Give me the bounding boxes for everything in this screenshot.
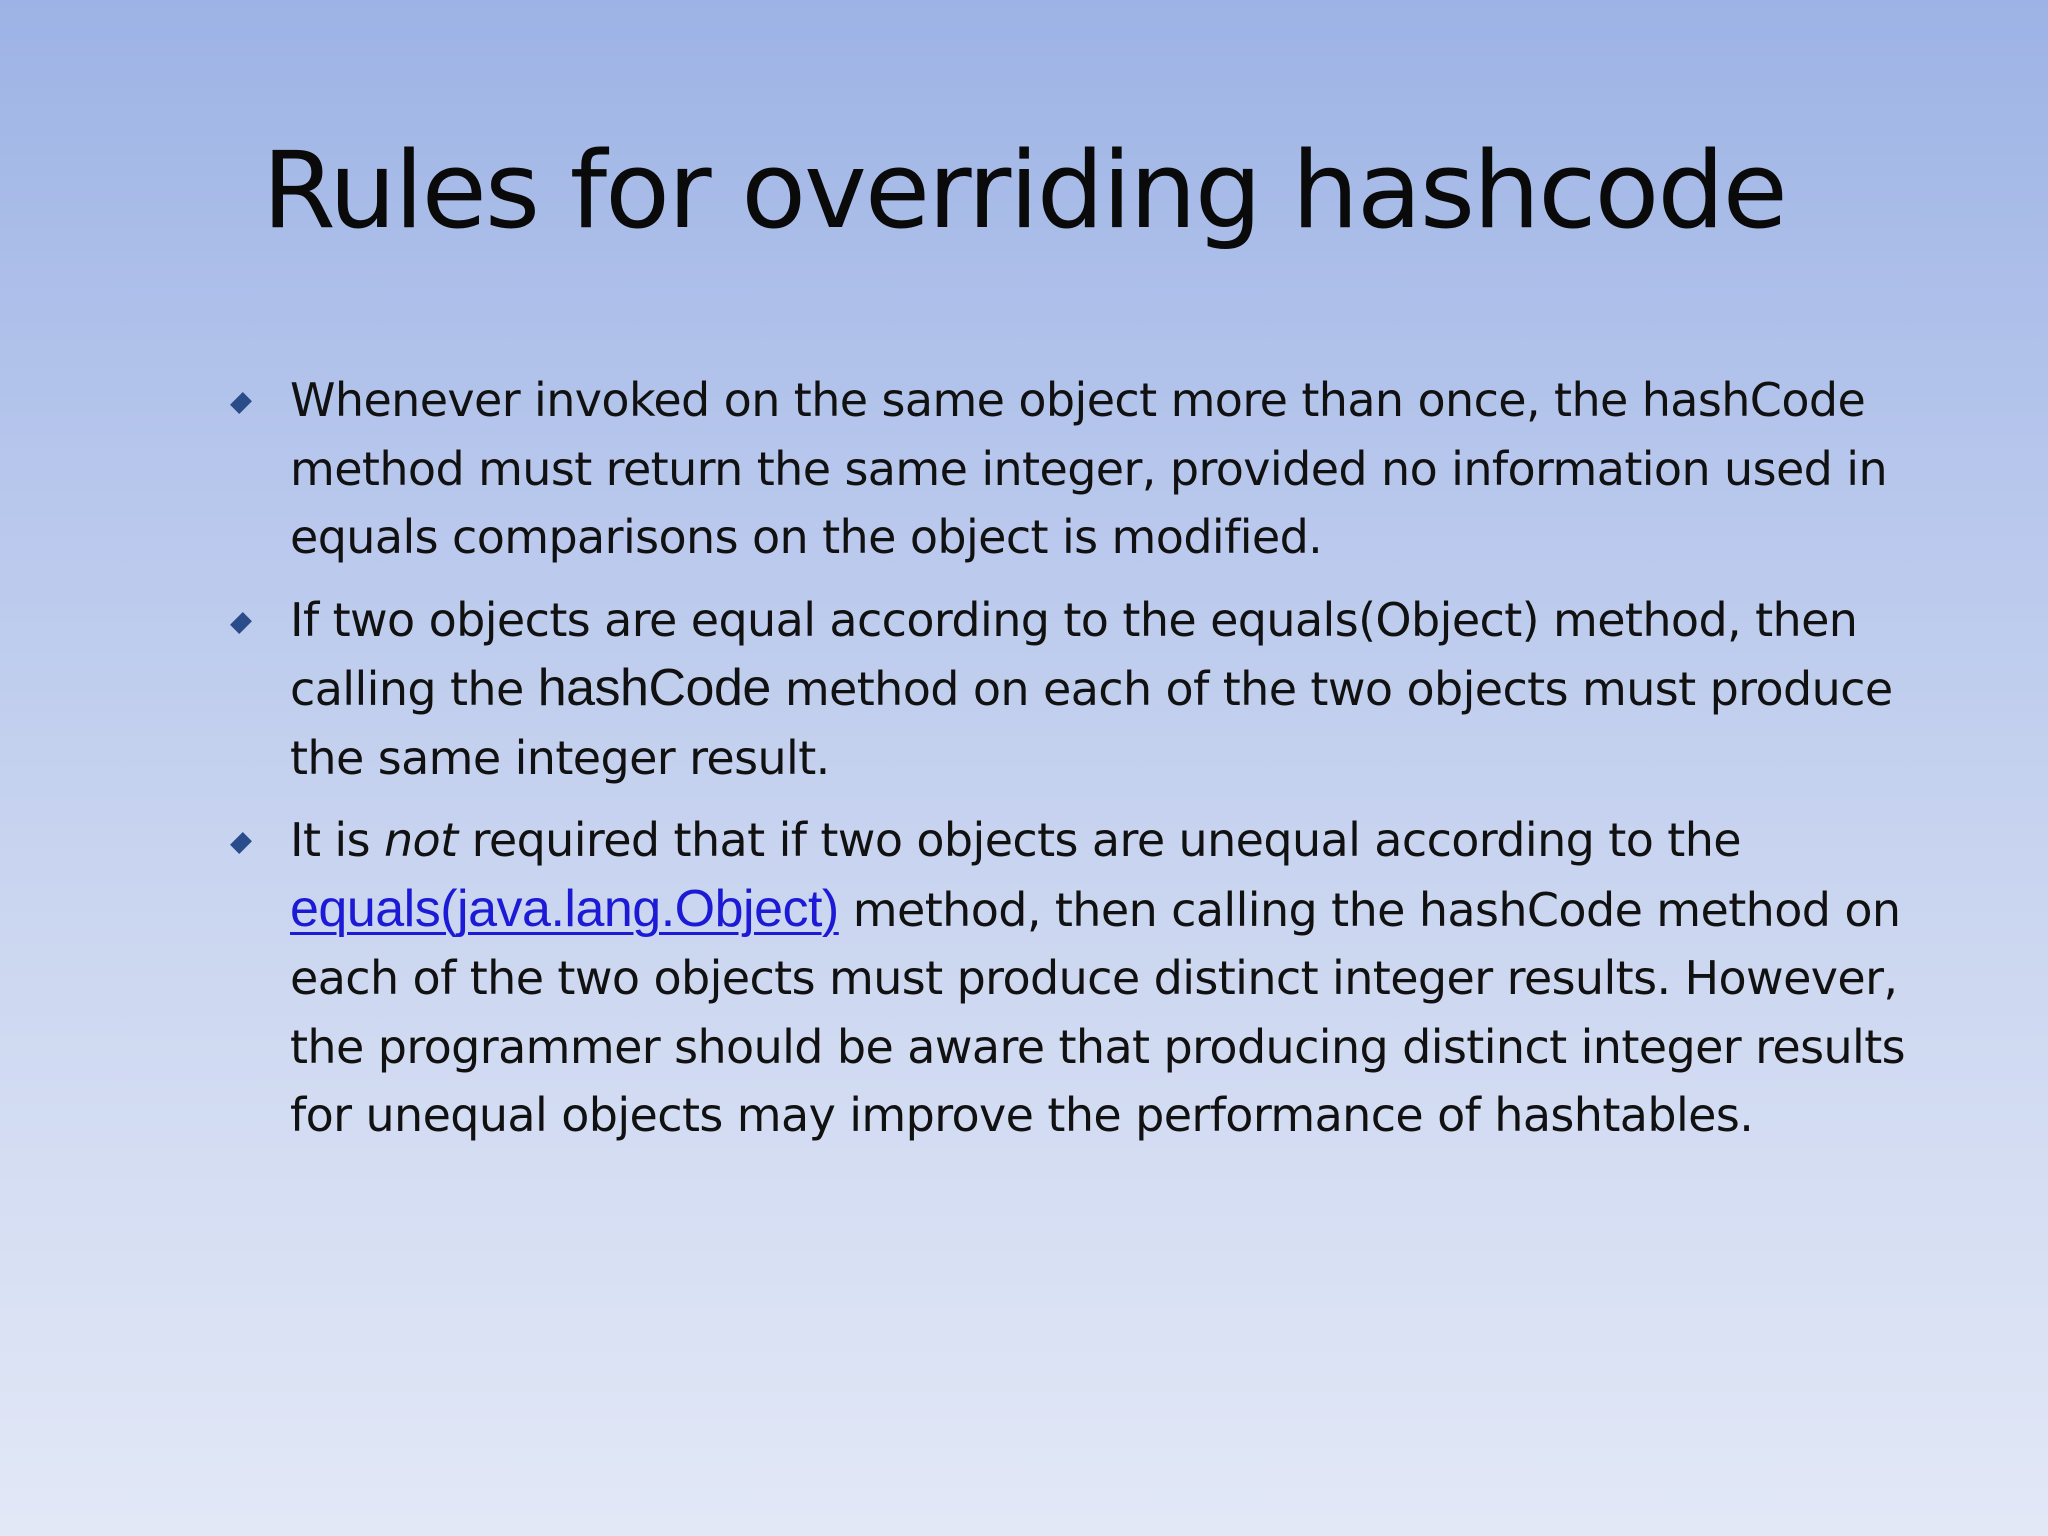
bullet-text: method on each of the two objects must produce the same integer result. <box>290 662 1893 785</box>
bullet-list <box>228 366 1928 1164</box>
bullet-item-1 <box>228 366 1928 572</box>
equals-method-link[interactable]: equals(java.lang.Object) <box>290 879 839 938</box>
diamond-bullet-icon <box>230 612 252 634</box>
bullet-text: It is <box>290 813 384 867</box>
bullet-item-3 <box>228 806 1928 1150</box>
slide-title: Rules for overriding hashcode <box>262 129 1786 252</box>
bullet-text: Whenever invoked on the same object more than once, the hashCode method must return the same integer, provided no information used in equals comparisons on the object is modified. <box>290 373 1888 564</box>
diamond-bullet-icon <box>230 832 252 854</box>
bullet-text: required that if two objects are unequal according to the <box>457 813 1741 867</box>
diamond-bullet-icon <box>230 392 252 414</box>
bullet-text: method, then calling the hashCode method on each of the two objects must produce distinct integer results. However, the programmer should be aware that producing distinct integer results for unequal objects may improve the performance of hashtables. <box>290 882 1906 1142</box>
bullet-item-2 <box>228 586 1928 793</box>
hashcode-term: hashCode <box>537 659 771 717</box>
bullet-text: If two objects are equal according to the equals(Object) method, then calling the <box>290 592 1858 716</box>
emphasis-text: not <box>384 813 458 867</box>
